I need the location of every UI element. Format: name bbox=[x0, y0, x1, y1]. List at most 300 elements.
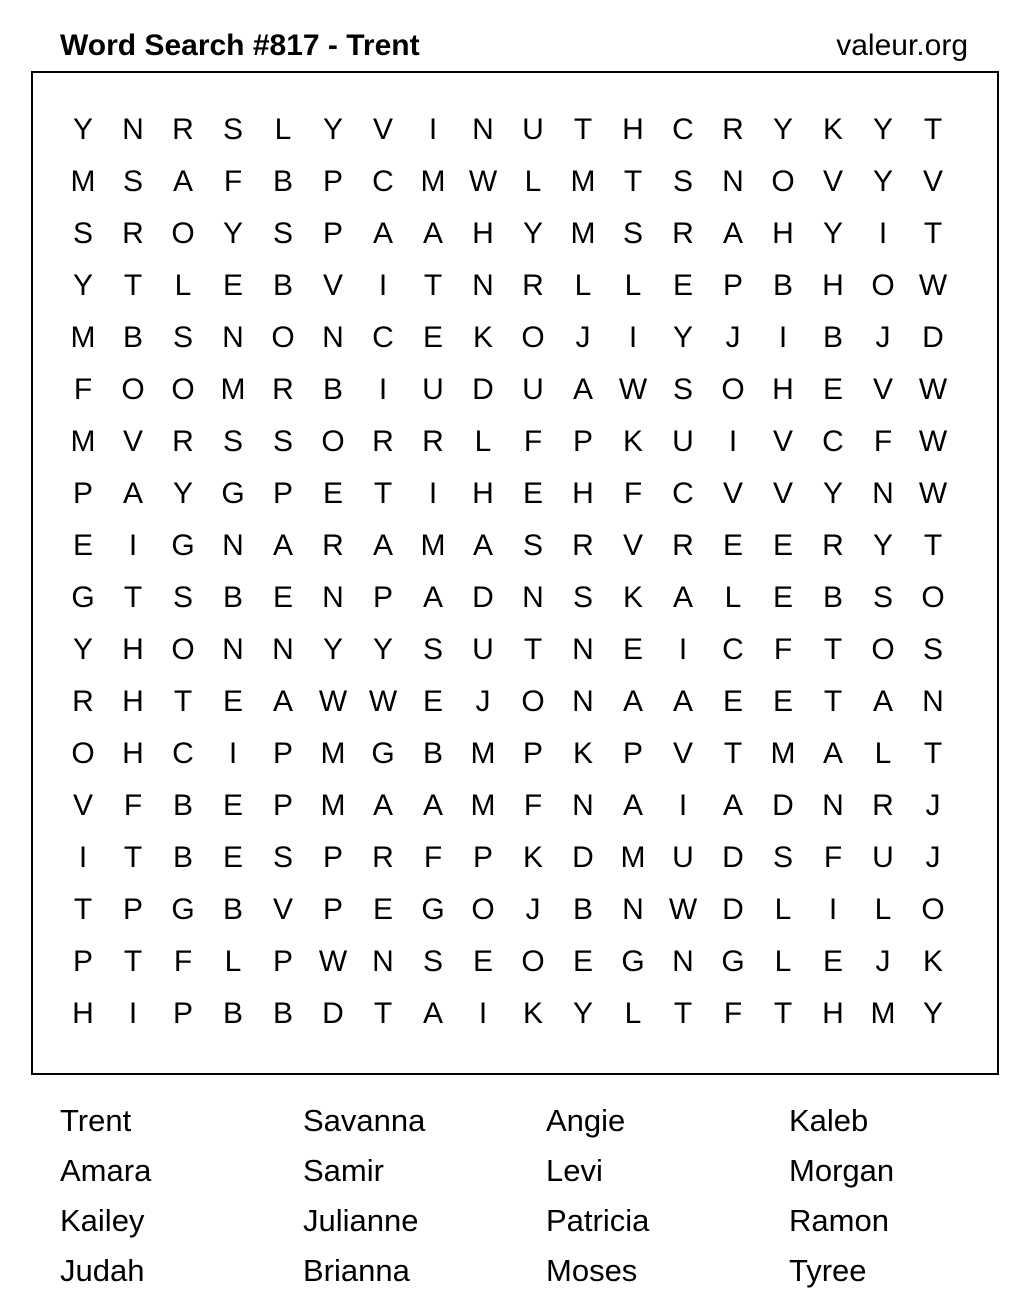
word-list-item: Moses bbox=[546, 1253, 638, 1288]
grid-letter: Y bbox=[322, 633, 343, 666]
grid-letter: L bbox=[274, 113, 292, 146]
grid-letter: E bbox=[772, 529, 793, 562]
grid-letter: I bbox=[128, 529, 138, 562]
grid-letter: D bbox=[772, 789, 794, 822]
grid-letter: L bbox=[224, 945, 242, 978]
grid-letter: O bbox=[271, 321, 295, 354]
grid-letter: R bbox=[822, 529, 844, 562]
grid-letter: I bbox=[728, 425, 738, 458]
grid-letter: L bbox=[624, 997, 642, 1030]
grid-letter: B bbox=[272, 997, 293, 1030]
grid-letter: V bbox=[922, 165, 943, 198]
grid-letter: S bbox=[172, 581, 193, 614]
grid-letter: T bbox=[923, 217, 943, 250]
grid-letter: G bbox=[421, 893, 445, 926]
grid-letter: P bbox=[72, 945, 93, 978]
grid-letter: T bbox=[373, 477, 393, 510]
grid-letter: L bbox=[574, 269, 592, 302]
grid-letter: E bbox=[422, 685, 443, 718]
grid-letter: P bbox=[122, 893, 143, 926]
grid-letter: M bbox=[570, 165, 596, 198]
grid-letter: A bbox=[422, 997, 443, 1030]
grid-letter: Y bbox=[372, 633, 393, 666]
grid-letter: A bbox=[422, 789, 443, 822]
grid-letter: V bbox=[372, 113, 393, 146]
grid-letter: M bbox=[770, 737, 796, 770]
grid-letter: O bbox=[71, 737, 95, 770]
grid-letter: U bbox=[422, 373, 444, 406]
grid-letter: J bbox=[575, 321, 591, 354]
grid-letter: T bbox=[373, 997, 393, 1030]
grid-letter: R bbox=[372, 841, 394, 874]
grid-letter: O bbox=[321, 425, 345, 458]
grid-letter: N bbox=[322, 581, 344, 614]
grid-letter: O bbox=[471, 893, 495, 926]
grid-letter: T bbox=[773, 997, 793, 1030]
grid-letter: S bbox=[272, 217, 293, 250]
grid-letter: W bbox=[918, 269, 948, 302]
grid-letter: I bbox=[428, 477, 438, 510]
grid-letter: V bbox=[122, 425, 143, 458]
grid-letter: V bbox=[322, 269, 343, 302]
grid-letter: N bbox=[622, 893, 644, 926]
grid-letter: T bbox=[923, 529, 943, 562]
grid-letter: N bbox=[222, 529, 244, 562]
grid-letter: J bbox=[875, 321, 891, 354]
grid-letter: E bbox=[722, 685, 743, 718]
grid-letter: H bbox=[472, 217, 494, 250]
grid-letter: T bbox=[423, 269, 443, 302]
grid-letter: N bbox=[222, 633, 244, 666]
grid-letter: W bbox=[318, 945, 348, 978]
grid-letter: U bbox=[672, 841, 694, 874]
grid-letter: A bbox=[272, 529, 293, 562]
grid-letter: M bbox=[70, 425, 96, 458]
grid-letter: B bbox=[122, 321, 143, 354]
grid-letter: H bbox=[572, 477, 594, 510]
grid-letter: P bbox=[172, 997, 193, 1030]
grid-letter: K bbox=[472, 321, 493, 354]
grid-letter: E bbox=[422, 321, 443, 354]
grid-letter: T bbox=[823, 633, 843, 666]
grid-letter: Y bbox=[172, 477, 193, 510]
grid-letter: B bbox=[572, 893, 593, 926]
grid-letter: T bbox=[723, 737, 743, 770]
grid-letter: N bbox=[722, 165, 744, 198]
grid-letter: R bbox=[422, 425, 444, 458]
grid-letter: V bbox=[672, 737, 693, 770]
grid-letter: W bbox=[918, 425, 948, 458]
grid-letter: Y bbox=[822, 477, 843, 510]
grid-letter: O bbox=[721, 373, 745, 406]
grid-letter: L bbox=[474, 425, 492, 458]
grid-letter: L bbox=[174, 269, 192, 302]
grid-letter: O bbox=[871, 633, 895, 666]
grid-letter: O bbox=[121, 373, 145, 406]
grid-letter: T bbox=[73, 893, 93, 926]
grid-letter: K bbox=[522, 841, 543, 874]
grid-letter: B bbox=[422, 737, 443, 770]
word-list-item: Julianne bbox=[303, 1203, 419, 1238]
grid-letter: J bbox=[725, 321, 741, 354]
grid-letter: G bbox=[221, 477, 245, 510]
grid-letter: F bbox=[623, 477, 643, 510]
grid-letter: H bbox=[122, 685, 144, 718]
grid-letter: F bbox=[223, 165, 243, 198]
grid-letter: V bbox=[272, 893, 293, 926]
word-list-item: Amara bbox=[60, 1153, 152, 1188]
grid-letter: A bbox=[422, 581, 443, 614]
grid-letter: E bbox=[72, 529, 93, 562]
grid-letter: A bbox=[622, 789, 643, 822]
grid-letter: U bbox=[872, 841, 894, 874]
grid-letter: S bbox=[522, 529, 543, 562]
grid-letter: A bbox=[572, 373, 593, 406]
grid-letter: E bbox=[372, 893, 393, 926]
grid-letter: P bbox=[272, 945, 293, 978]
grid-letter: S bbox=[122, 165, 143, 198]
grid-letter: N bbox=[122, 113, 144, 146]
grid-letter: K bbox=[622, 425, 643, 458]
grid-letter: G bbox=[171, 529, 195, 562]
grid-letter: N bbox=[572, 633, 594, 666]
grid-letter: L bbox=[774, 893, 792, 926]
word-list-item: Samir bbox=[303, 1153, 384, 1188]
grid-letter: T bbox=[673, 997, 693, 1030]
grid-letter: A bbox=[372, 789, 393, 822]
grid-letter: W bbox=[918, 373, 948, 406]
grid-letter: G bbox=[371, 737, 395, 770]
grid-letter: N bbox=[222, 321, 244, 354]
grid-letter: M bbox=[420, 529, 446, 562]
grid-letter: A bbox=[472, 529, 493, 562]
grid-letter: D bbox=[922, 321, 944, 354]
grid-letter: M bbox=[470, 789, 496, 822]
grid-letter: G bbox=[171, 893, 195, 926]
grid-letter: I bbox=[428, 113, 438, 146]
grid-letter: L bbox=[874, 737, 892, 770]
grid-letter: P bbox=[572, 425, 593, 458]
grid-letter: F bbox=[523, 789, 543, 822]
grid-letter: C bbox=[172, 737, 194, 770]
grid-letter: P bbox=[272, 789, 293, 822]
grid-letter: T bbox=[123, 581, 143, 614]
grid-letter: I bbox=[78, 841, 88, 874]
grid-letter: M bbox=[420, 165, 446, 198]
grid-letter: A bbox=[722, 217, 743, 250]
grid-letter: I bbox=[678, 789, 688, 822]
grid-letter: H bbox=[72, 997, 94, 1030]
grid-letter: A bbox=[122, 477, 143, 510]
grid-letter: P bbox=[472, 841, 493, 874]
grid-letter: S bbox=[72, 217, 93, 250]
grid-letter: E bbox=[622, 633, 643, 666]
grid-letter: B bbox=[222, 581, 243, 614]
grid-letter: R bbox=[122, 217, 144, 250]
grid-letter: Y bbox=[522, 217, 543, 250]
grid-letter: I bbox=[128, 997, 138, 1030]
grid-letter: T bbox=[123, 841, 143, 874]
grid-letter: S bbox=[422, 945, 443, 978]
grid-letter: E bbox=[572, 945, 593, 978]
grid-letter: I bbox=[828, 893, 838, 926]
grid-letter: P bbox=[272, 737, 293, 770]
grid-letter: P bbox=[522, 737, 543, 770]
grid-letter: A bbox=[722, 789, 743, 822]
grid-letter: N bbox=[922, 685, 944, 718]
grid-letter: P bbox=[722, 269, 743, 302]
grid-letter: P bbox=[322, 893, 343, 926]
grid-letter: H bbox=[772, 217, 794, 250]
grid-letter: F bbox=[423, 841, 443, 874]
grid-letter: M bbox=[620, 841, 646, 874]
grid-letter: W bbox=[618, 373, 648, 406]
grid-letter: S bbox=[672, 373, 693, 406]
grid-letter: N bbox=[322, 321, 344, 354]
grid-letter: I bbox=[478, 997, 488, 1030]
grid-letter: K bbox=[622, 581, 643, 614]
grid-letter: A bbox=[872, 685, 893, 718]
word-list bbox=[60, 1096, 1020, 1296]
grid-letter: H bbox=[122, 737, 144, 770]
grid-letter: Y bbox=[872, 165, 893, 198]
grid-letter: M bbox=[470, 737, 496, 770]
grid-letter: E bbox=[322, 477, 343, 510]
grid-letter: D bbox=[322, 997, 344, 1030]
grid-letter: R bbox=[672, 217, 694, 250]
grid-letter: N bbox=[572, 789, 594, 822]
puzzle-title: Word Search #817 - Trent bbox=[60, 29, 420, 62]
grid-letter: F bbox=[823, 841, 843, 874]
grid-letter: F bbox=[723, 997, 743, 1030]
grid-letter: V bbox=[772, 477, 793, 510]
grid-letter: A bbox=[422, 217, 443, 250]
grid-letter: U bbox=[472, 633, 494, 666]
grid-letter: F bbox=[173, 945, 193, 978]
grid-letter: N bbox=[572, 685, 594, 718]
grid-letter: M bbox=[70, 165, 96, 198]
grid-letter: J bbox=[925, 789, 941, 822]
grid-letter: A bbox=[272, 685, 293, 718]
grid-letter: B bbox=[822, 581, 843, 614]
grid-letter: S bbox=[572, 581, 593, 614]
grid-letter: G bbox=[721, 945, 745, 978]
grid-letter: N bbox=[272, 633, 294, 666]
grid-letter: V bbox=[872, 373, 893, 406]
grid-letter: W bbox=[468, 165, 498, 198]
grid-letter: Y bbox=[672, 321, 693, 354]
grid-letter: K bbox=[522, 997, 543, 1030]
grid-letter: R bbox=[72, 685, 94, 718]
grid-letter: S bbox=[622, 217, 643, 250]
grid-letter: I bbox=[378, 373, 388, 406]
grid-letter: I bbox=[228, 737, 238, 770]
grid-letter: T bbox=[573, 113, 593, 146]
grid-letter: Y bbox=[72, 113, 93, 146]
grid-letter: J bbox=[475, 685, 491, 718]
grid-letter: A bbox=[622, 685, 643, 718]
grid-letter: N bbox=[522, 581, 544, 614]
grid-letter: H bbox=[622, 113, 644, 146]
grid-letter: E bbox=[222, 789, 243, 822]
grid-letter: P bbox=[72, 477, 93, 510]
grid-letter: J bbox=[525, 893, 541, 926]
grid-letter: S bbox=[772, 841, 793, 874]
grid-letter: E bbox=[522, 477, 543, 510]
grid-letter: L bbox=[724, 581, 742, 614]
grid-letter: A bbox=[822, 737, 843, 770]
grid-letter: W bbox=[368, 685, 398, 718]
grid-letter: P bbox=[322, 217, 343, 250]
grid-letter: S bbox=[172, 321, 193, 354]
word-list-item: Morgan bbox=[789, 1153, 895, 1188]
grid-letter: E bbox=[222, 269, 243, 302]
word-list-item: Patricia bbox=[546, 1203, 650, 1238]
grid-letter: L bbox=[624, 269, 642, 302]
word-list-item: Judah bbox=[60, 1253, 145, 1288]
letter-grid bbox=[58, 104, 964, 1040]
grid-letter: P bbox=[272, 477, 293, 510]
grid-letter: W bbox=[318, 685, 348, 718]
grid-letter: N bbox=[672, 945, 694, 978]
grid-letter: E bbox=[672, 269, 693, 302]
grid-letter: S bbox=[422, 633, 443, 666]
grid-letter: O bbox=[171, 633, 195, 666]
grid-letter: R bbox=[722, 113, 744, 146]
grid-letter: E bbox=[722, 529, 743, 562]
grid-letter: S bbox=[272, 425, 293, 458]
grid-letter: V bbox=[822, 165, 843, 198]
grid-letter: V bbox=[72, 789, 93, 822]
grid-letter: V bbox=[722, 477, 743, 510]
grid-letter: Y bbox=[772, 113, 793, 146]
grid-letter: O bbox=[521, 321, 545, 354]
grid-letter: R bbox=[672, 529, 694, 562]
grid-letter: B bbox=[822, 321, 843, 354]
grid-letter: P bbox=[322, 165, 343, 198]
grid-letter: A bbox=[372, 217, 393, 250]
word-list-item: Savanna bbox=[303, 1103, 426, 1138]
grid-letter: I bbox=[378, 269, 388, 302]
grid-letter: B bbox=[772, 269, 793, 302]
grid-letter: Y bbox=[922, 997, 943, 1030]
grid-letter: B bbox=[272, 269, 293, 302]
grid-letter: U bbox=[522, 373, 544, 406]
grid-letter: U bbox=[522, 113, 544, 146]
grid-letter: M bbox=[220, 373, 246, 406]
word-list-item: Ramon bbox=[789, 1203, 889, 1238]
grid-letter: P bbox=[372, 581, 393, 614]
grid-letter: L bbox=[874, 893, 892, 926]
grid-letter: P bbox=[622, 737, 643, 770]
grid-letter: M bbox=[320, 789, 346, 822]
grid-letter: B bbox=[172, 789, 193, 822]
grid-letter: C bbox=[672, 113, 694, 146]
grid-letter: S bbox=[272, 841, 293, 874]
grid-letter: T bbox=[523, 633, 543, 666]
grid-letter: E bbox=[822, 945, 843, 978]
word-list-item: Angie bbox=[546, 1103, 626, 1138]
grid-letter: I bbox=[778, 321, 788, 354]
grid-letter: Y bbox=[72, 269, 93, 302]
grid-letter: N bbox=[472, 113, 494, 146]
grid-letter: O bbox=[921, 581, 945, 614]
grid-letter: M bbox=[320, 737, 346, 770]
grid-letter: M bbox=[70, 321, 96, 354]
grid-letter: O bbox=[521, 685, 545, 718]
grid-letter: R bbox=[172, 425, 194, 458]
grid-letter: Y bbox=[872, 113, 893, 146]
grid-letter: Y bbox=[322, 113, 343, 146]
grid-letter: E bbox=[772, 581, 793, 614]
grid-letter: C bbox=[372, 321, 394, 354]
grid-letter: R bbox=[572, 529, 594, 562]
grid-letter: C bbox=[722, 633, 744, 666]
grid-letter: M bbox=[570, 217, 596, 250]
grid-letter: N bbox=[372, 945, 394, 978]
grid-letter: J bbox=[875, 945, 891, 978]
grid-letter: A bbox=[172, 165, 193, 198]
grid-letter: S bbox=[222, 425, 243, 458]
word-list-item: Kaleb bbox=[789, 1103, 869, 1138]
grid-letter: D bbox=[472, 581, 494, 614]
grid-letter: F bbox=[873, 425, 893, 458]
grid-letter: B bbox=[222, 997, 243, 1030]
grid-letter: J bbox=[925, 841, 941, 874]
grid-letter: M bbox=[870, 997, 896, 1030]
grid-letter: I bbox=[628, 321, 638, 354]
grid-letter: R bbox=[272, 373, 294, 406]
grid-letter: A bbox=[672, 685, 693, 718]
grid-letter: Y bbox=[872, 529, 893, 562]
grid-letter: E bbox=[772, 685, 793, 718]
grid-letter: C bbox=[372, 165, 394, 198]
grid-letter: W bbox=[918, 477, 948, 510]
grid-letter: F bbox=[523, 425, 543, 458]
grid-letter: R bbox=[522, 269, 544, 302]
grid-letter: E bbox=[222, 685, 243, 718]
grid-letter: A bbox=[672, 581, 693, 614]
grid-letter: R bbox=[172, 113, 194, 146]
grid-letter: B bbox=[272, 165, 293, 198]
grid-letter: F bbox=[123, 789, 143, 822]
grid-letter: F bbox=[73, 373, 93, 406]
grid-letter: R bbox=[322, 529, 344, 562]
grid-letter: B bbox=[222, 893, 243, 926]
grid-letter: T bbox=[623, 165, 643, 198]
grid-letter: L bbox=[524, 165, 542, 198]
grid-letter: T bbox=[823, 685, 843, 718]
grid-letter: D bbox=[722, 893, 744, 926]
grid-letter: F bbox=[773, 633, 793, 666]
grid-letter: Y bbox=[822, 217, 843, 250]
grid-letter: S bbox=[872, 581, 893, 614]
grid-letter: D bbox=[722, 841, 744, 874]
grid-letter: O bbox=[171, 373, 195, 406]
grid-letter: V bbox=[772, 425, 793, 458]
grid-letter: A bbox=[372, 529, 393, 562]
grid-letter: B bbox=[172, 841, 193, 874]
grid-letter: I bbox=[678, 633, 688, 666]
grid-letter: S bbox=[222, 113, 243, 146]
grid-letter: W bbox=[668, 893, 698, 926]
word-list-item: Trent bbox=[60, 1103, 132, 1138]
grid-letter: Y bbox=[572, 997, 593, 1030]
grid-letter: S bbox=[922, 633, 943, 666]
grid-letter: G bbox=[621, 945, 645, 978]
grid-letter: O bbox=[771, 165, 795, 198]
grid-letter: C bbox=[822, 425, 844, 458]
